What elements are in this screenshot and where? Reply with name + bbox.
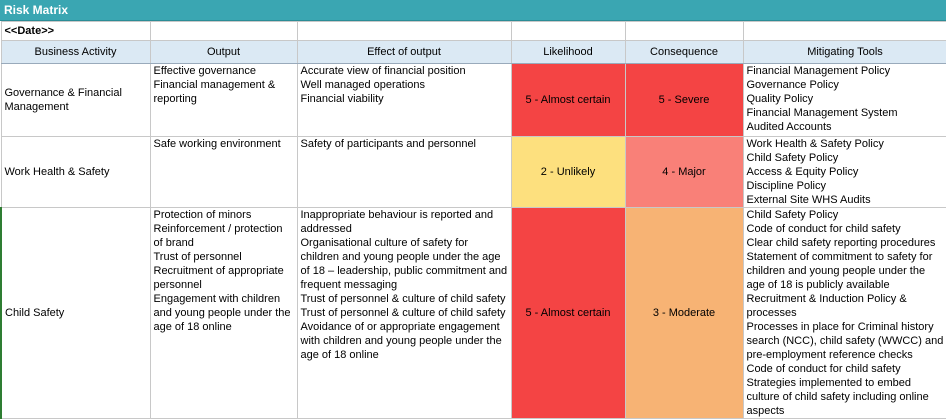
date-cell[interactable]: <<Date>> [1, 22, 150, 41]
date-row [1, 22, 946, 41]
tools-line: Child Safety Policy [746, 152, 839, 164]
empty-cell[interactable] [511, 22, 625, 41]
empty-cell[interactable] [150, 22, 297, 41]
effect-cell[interactable] [297, 64, 511, 137]
output-line: Trust of personnel [153, 251, 242, 263]
tools-line: Discipline Policy [746, 180, 826, 192]
empty-cell[interactable] [297, 22, 511, 41]
effect-line: Trust of personnel & culture of child safety [300, 307, 506, 319]
consequence-cell[interactable]: 3 - Moderate [625, 208, 743, 419]
activity-cell[interactable]: Work Health & Safety [1, 137, 150, 208]
tools-line: Statement of commitment to safety for children and young people under the age of 18 is publicly available [746, 251, 933, 291]
output-cell[interactable] [150, 137, 297, 208]
effect-line: Accurate view of financial position [300, 65, 466, 77]
output-line: Protection of minors [153, 209, 252, 221]
mitigating-tools-cell[interactable] [743, 137, 946, 208]
output-line: Reinforcement / protection of brand [153, 223, 283, 249]
header-consequence[interactable]: Consequence [625, 41, 743, 64]
tools-line: Work Health & Safety Policy [746, 138, 884, 150]
effect-line: Well managed operations [300, 79, 426, 91]
tools-line: Financial Management Policy [746, 65, 891, 77]
consequence-cell[interactable]: 4 - Major [625, 137, 743, 208]
likelihood-cell[interactable]: 2 - Unlikely [511, 137, 625, 208]
likelihood-cell[interactable]: 5 - Almost certain [511, 208, 625, 419]
tools-line: Audited Accounts [746, 121, 832, 133]
header-business-activity[interactable]: Business Activity [1, 41, 150, 64]
header-output[interactable]: Output [150, 41, 297, 64]
tools-line: External Site WHS Audits [746, 194, 871, 206]
empty-cell[interactable] [625, 22, 743, 41]
header-mitigating-tools[interactable]: Mitigating Tools [743, 41, 946, 64]
tools-line: Recruitment & Induction Policy & processes [746, 293, 907, 319]
tools-line: Strategies implemented to embed culture of child safety including online aspects [746, 377, 929, 417]
tools-line: Quality Policy [746, 93, 814, 105]
output-cell[interactable] [150, 208, 297, 419]
effect-line: Financial viability [300, 93, 384, 105]
output-line: Recruitment of appropriate personnel [153, 265, 284, 291]
effect-line: Organisational culture of safety for children and young people under the age of 18 – leadership, public commitment and frequent messaging [300, 237, 508, 291]
tools-line: Financial Management System [746, 107, 898, 119]
tools-line: Child Safety Policy [746, 209, 839, 221]
risk-matrix-table [0, 21, 946, 419]
consequence-cell[interactable]: 5 - Severe [625, 64, 743, 137]
table-row [1, 137, 946, 208]
output-cell[interactable] [150, 64, 297, 137]
page-title: Risk Matrix [0, 0, 946, 21]
output-line: Effective governance [153, 65, 257, 77]
tools-line: Code of conduct for child safety [746, 363, 901, 375]
output-line: Safe working environment [153, 138, 281, 150]
activity-cell[interactable]: Child Safety [1, 208, 150, 419]
effect-line: Avoidance of or appropriate engagement with children and young people under the age of 18 online [300, 321, 502, 361]
header-likelihood[interactable]: Likelihood [511, 41, 625, 64]
tools-line: Processes in place for Criminal history search (NCC), child safety (WWCC) and pre-employment reference checks [746, 321, 944, 361]
mitigating-tools-cell[interactable] [743, 208, 946, 419]
output-line: Engagement with children and young people under the age of 18 online [153, 293, 291, 333]
tools-line: Governance Policy [746, 79, 839, 91]
tools-line: Code of conduct for child safety [746, 223, 901, 235]
effect-cell[interactable] [297, 137, 511, 208]
effect-line: Inappropriate behaviour is reported and addressed [300, 209, 494, 235]
effect-cell[interactable] [297, 208, 511, 419]
tools-line: Access & Equity Policy [746, 166, 859, 178]
likelihood-cell[interactable]: 5 - Almost certain [511, 64, 625, 137]
activity-cell[interactable]: Governance & Financial Management [1, 64, 150, 137]
output-line: Financial management & reporting [153, 79, 276, 105]
header-effect[interactable]: Effect of output [297, 41, 511, 64]
table-row [1, 64, 946, 137]
effect-line: Safety of participants and personnel [300, 138, 477, 150]
tools-line: Clear child safety reporting procedures [746, 237, 936, 249]
empty-cell[interactable] [743, 22, 946, 41]
effect-line: Trust of personnel & culture of child safety [300, 293, 506, 305]
header-row [1, 41, 946, 64]
table-row [1, 208, 946, 419]
mitigating-tools-cell[interactable] [743, 64, 946, 137]
